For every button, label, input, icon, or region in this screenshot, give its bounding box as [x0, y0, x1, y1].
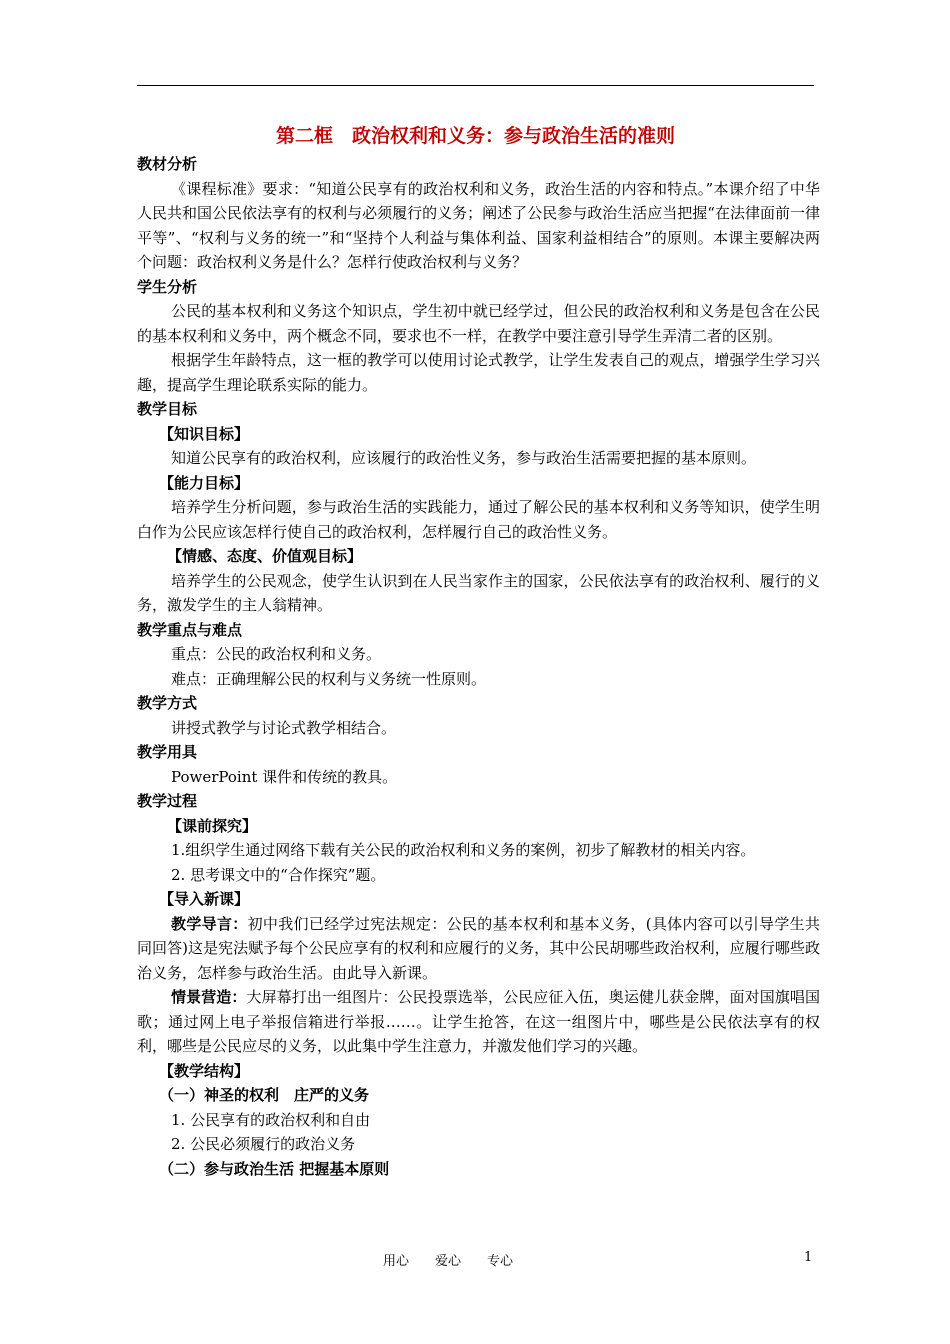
paragraph-knowledge: 知道公民享有的政治权利，应该履行的政治性义务，参与政治生活需要把握的基本原则。: [171, 449, 757, 467]
paragraph-textbook: 《课程标准》要求：“知道公民享有的政治权利和义务，政治生活的内容和特点。”本课介绍了中华人民共和国公民依法享有的权利与必须履行的义务；阐述了公民参与政治生活应当把握“在法律面前一律平等”、“权利与义务的统一”和“坚持个人利益与集体利益、国家利益相结合”的原则。本课主要解决两个问题：政治权利义务是什么？怎样行使政治权利与义务？: [137, 179, 820, 271]
preclass-item-2: 2. 思考课文中的“合作探究”题。: [171, 865, 386, 884]
structure-item-1-1: 1. 公民享有的政治权利和自由: [171, 1110, 371, 1129]
subheading-ability: 【能力目标】: [159, 473, 250, 492]
structure-part-1: （一）神圣的权利 庄严的义务: [159, 1086, 370, 1104]
section-heading-goals: 教学目标: [137, 400, 198, 418]
paragraph-ability: 培养学生分析问题，参与政治生活的实践能力，通过了解公民的基本权利和义务等知识，使学生明白作为公民应该怎样行使自己的政治权利，怎样履行自己的政治性义务。: [137, 498, 820, 541]
structure-part-2: （二）参与政治生活 把握基本原则: [159, 1159, 390, 1178]
section-heading-textbook: 教材分析: [137, 155, 198, 173]
section-heading-tools: 教学用具: [137, 743, 198, 761]
paragraph-intro: [137, 912, 820, 986]
difficulty-line: 难点：正确理解公民的权利与义务统一性原则。: [171, 669, 487, 688]
intro-text: 初中我们已经学过宪法规定：公民的基本权利和基本义务，(具体内容可以引导学生共同回答)这是宪法赋予每个公民应享有的权利和应履行的义务，其中公民胡哪些政治权利，应履行哪些政治义务，怎样参与政治生活。由此导入新课。: [137, 914, 820, 982]
section-heading-process: 教学过程: [137, 792, 198, 810]
section-heading-student: 学生分析: [137, 277, 198, 296]
section-heading-keypoints: 教学重点与难点: [137, 620, 243, 639]
paragraph-student-1: 公民的基本权利和义务这个知识点，学生初中就已经学过，但公民的政治权利和义务是包含在公民的基本权利和义务中，两个概念不同，要求也不一样，在教学中要注意引导学生弄清二者的区别。: [137, 302, 820, 345]
subheading-preclass: 【课前探究】: [167, 816, 258, 835]
page-number: 1: [804, 1250, 813, 1265]
subheading-structure: 【教学结构】: [159, 1061, 250, 1080]
paragraph-scene: [137, 985, 820, 1059]
subheading-emotion: 【情感、态度、价值观目标】: [167, 547, 363, 565]
structure-item-1-2: 2. 公民必须履行的政治义务: [171, 1135, 356, 1153]
subheading-knowledge: 【知识目标】: [159, 424, 250, 443]
scene-text: 大屏幕打出一组图片：公民投票选举，公民应征入伍，奥运健儿获金牌，面对国旗唱国歌；通过网上电子举报信箱进行举报……。让学生抢答，在这一组图片中，哪些是公民依法享有的权利，哪些是公民应尽的义务，以此集中学生注意力，并激发他们学习的兴趣。: [137, 988, 820, 1055]
intro-label: 教学导言：: [171, 914, 248, 933]
paragraph-student-2: 根据学生年龄特点，这一框的教学可以使用讨论式教学，让学生发表自己的观点，增强学生学习兴趣，提高学生理论联系实际的能力。: [137, 351, 820, 394]
page-title: 第二框 政治权利和义务：参与政治生活的准则: [275, 125, 675, 147]
paragraph-tools: PowerPoint 课件和传统的教具。: [171, 767, 398, 786]
footer-motto: 用心 爱心 专心: [383, 1254, 514, 1269]
header-rule: [137, 85, 814, 86]
subheading-intro: 【导入新课】: [159, 890, 250, 908]
paragraph-method: 讲授式教学与讨论式教学相结合。: [171, 718, 397, 737]
scene-label: 情景营造：: [171, 988, 247, 1006]
document-body: [137, 152, 820, 1181]
section-heading-method: 教学方式: [137, 694, 198, 712]
keypoint-line: 重点：公民的政治权利和义务。: [171, 645, 382, 663]
paragraph-emotion: 培养学生的公民观念，使学生认识到在人民当家作主的国家，公民依法享有的政治权利、履行的义务，激发学生的主人翁精神。: [137, 571, 820, 614]
preclass-item-1: 1.组织学生通过网络下载有关公民的政治权利和义务的案例，初步了解教材的相关内容。: [171, 841, 756, 859]
